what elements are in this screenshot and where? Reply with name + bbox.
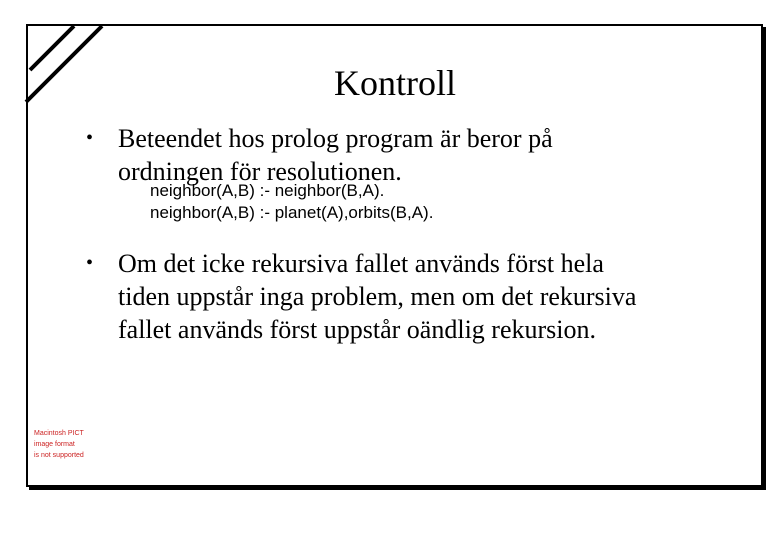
code-line: neighbor(A,B) :- neighbor(B,A). [150, 181, 385, 200]
bullet-text-line: ordningen för resolutionen. [118, 157, 402, 186]
bullet-text-line: Beteendet hos prolog program är beror på [118, 124, 553, 153]
slide-title: Kontroll [334, 63, 456, 103]
bullet-text [118, 247, 706, 346]
placeholder-line: is not supported [34, 452, 84, 459]
bullet-marker: • [86, 127, 94, 149]
bullet-text-line: tiden uppstår inga problem, men om det rekursiva [118, 282, 637, 311]
bullet-text-line: fallet används först uppstår oändlig rekursion. [118, 315, 596, 344]
bullet-text [118, 122, 646, 188]
placeholder-line: Macintosh PICT [34, 430, 84, 437]
bullet-marker: • [86, 252, 94, 274]
bullet-text-line: Om det icke rekursiva fallet används först hela [118, 249, 604, 278]
code-line: neighbor(A,B) :- planet(A),orbits(B,A). [150, 203, 434, 222]
bullet-item [86, 247, 706, 346]
placeholder-line: image format [34, 441, 75, 448]
code-example [150, 180, 433, 224]
bullet-item [86, 122, 646, 188]
unsupported-image-placeholder [34, 428, 84, 468]
